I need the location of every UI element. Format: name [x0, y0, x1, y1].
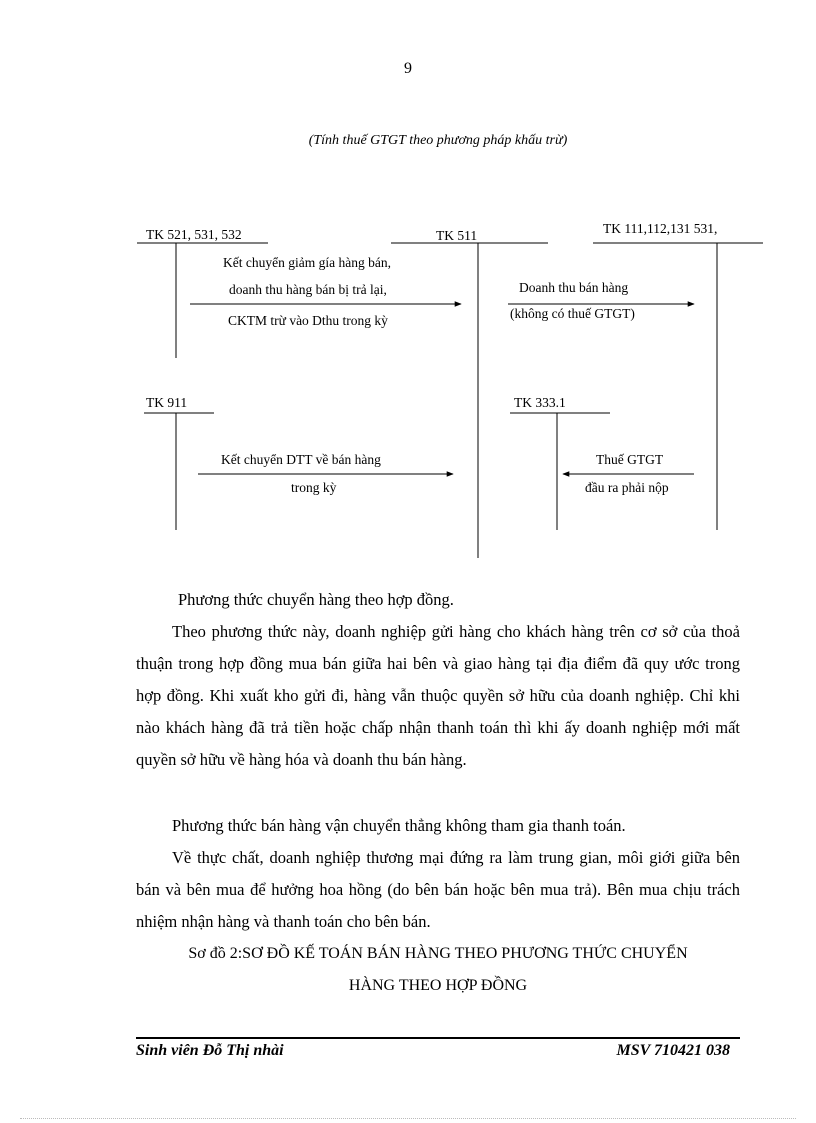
- arrow3-label-line1: Kết chuyển DTT về bán hàng: [221, 452, 381, 467]
- footer-student-name: Sinh viên Đỗ Thị nhài: [136, 1042, 284, 1059]
- arrow3-label-line2: trong kỳ: [291, 480, 337, 495]
- page-bottom-border: [20, 1118, 796, 1119]
- arrow2-label-line1: Doanh thu bán hàng: [519, 280, 629, 295]
- figure-caption: [136, 938, 740, 1002]
- arrow4-label-line2: đầu ra phải nộp: [585, 480, 669, 495]
- footer-divider: [136, 1037, 740, 1039]
- section-heading: Phương thức chuyển hàng theo hợp đồng.: [178, 590, 454, 609]
- page-number: 9: [404, 60, 412, 77]
- arrow1-label-line1: Kết chuyển giảm gía hàng bán,: [223, 255, 391, 270]
- arrow1-label-line2: doanh thu hàng bán bị trả lại,: [229, 282, 387, 297]
- account-label-tk111: TK 111,112,131 531,: [603, 221, 718, 236]
- footer-student-id: MSV 710421 038: [616, 1042, 730, 1059]
- paragraph-2: Phương thức bán hàng vận chuyển thẳng không tham gia thanh toán.: [172, 816, 626, 835]
- arrow2-label-line2: (không có thuế GTGT): [510, 306, 635, 321]
- account-label-tk3331: TK 333.1: [514, 395, 566, 410]
- caption-line-2: HÀNG THEO HỢP ĐỒNG: [348, 977, 528, 994]
- account-label-tk511: TK 511: [436, 228, 478, 243]
- account-label-tk521: TK 521, 531, 532: [146, 227, 242, 242]
- caption-line-1: Sơ đồ 2:SƠ ĐỒ KẾ TOÁN BÁN HÀNG THEO PHƯƠNG THỨC CHUYỂN: [188, 945, 688, 962]
- diagram-subtitle: (Tính thuế GTGT theo phương pháp khấu trừ): [308, 133, 568, 148]
- paragraph-3: Về thực chất, doanh nghiệp thương mại đứng ra làm trung gian, môi giới giữa bên bán và bên mua để hưởng hoa hồng (do bên bán hoặc bên mua trả). Bên mua chịu trách nhiệm nhận hàng và thanh toán cho bên bán.: [136, 848, 740, 931]
- arrow4-label-line1: Thuế GTGT: [596, 452, 664, 467]
- paragraph-1: Theo phương thức này, doanh nghiệp gửi hàng cho khách hàng trên cơ sở của thoả thuận trong hợp đồng mua bán giữa hai bên và giao hàng tại địa điểm đã quy ước trong hợp đồng. Khi xuất kho gửi đi, hàng vẫn thuộc quyền sở hữu của doanh nghiệp. Chỉ khi nào khách hàng đã trả tiền hoặc chấp nhận thanh toán thì khi ấy doanh nghiệp mới mất quyền sở hữu về hàng hóa và doanh thu bán hàng.: [136, 622, 740, 769]
- arrow1-label-line3: CKTM trừ vào Dthu trong kỳ: [228, 313, 388, 328]
- account-label-tk911: TK 911: [146, 395, 188, 410]
